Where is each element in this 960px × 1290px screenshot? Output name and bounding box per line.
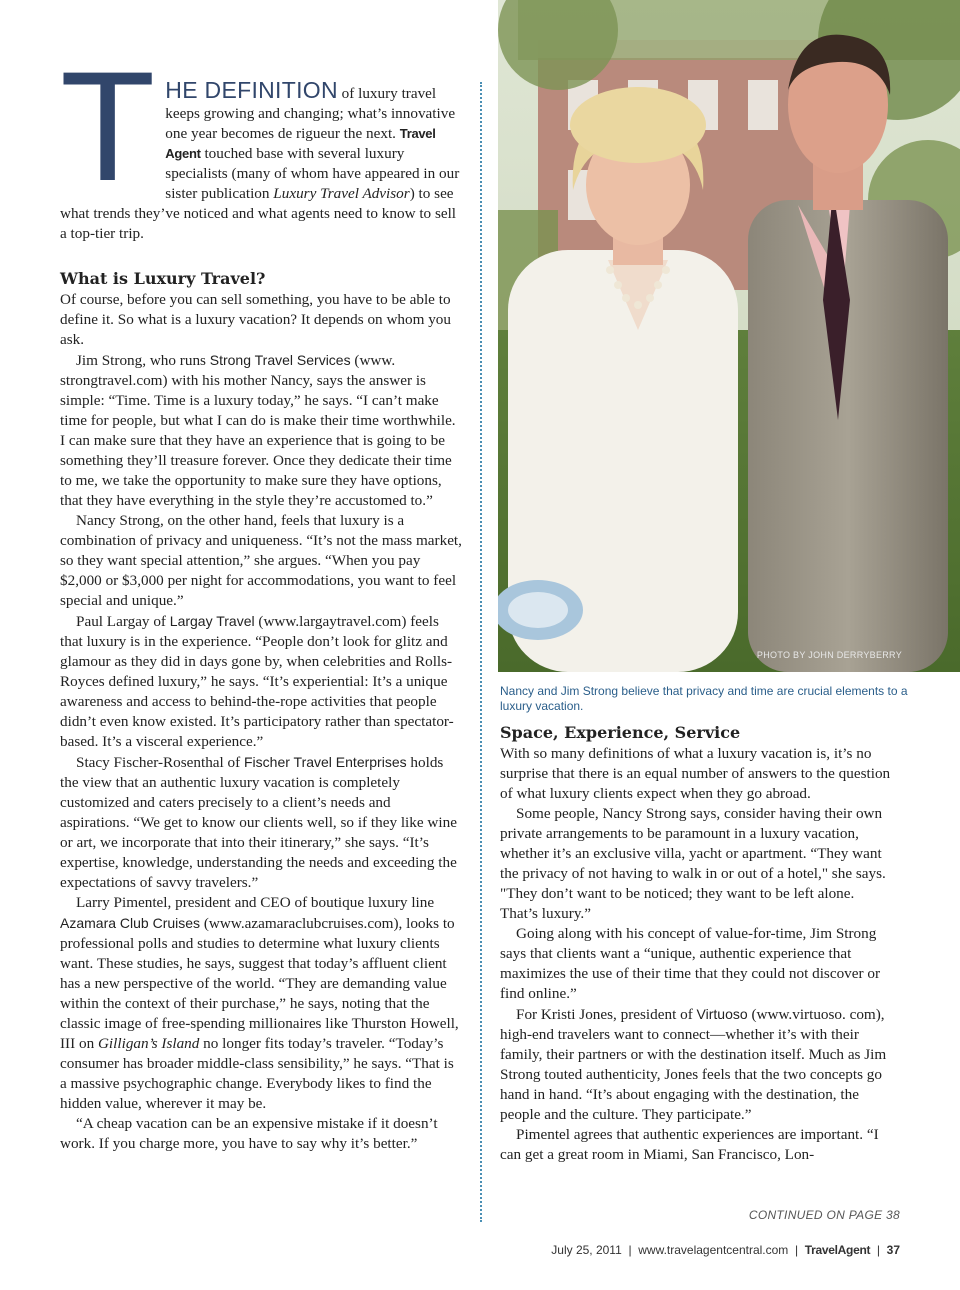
paragraph <box>60 350 462 511</box>
paragraph-text: (www.largaytravel.com) feels that luxury is in the experience. “People don’t look for glitz and glamour as they did in days gone by, when celebrities and Rolls-Royces defined luxury,” he says. “It’s experiential: It’s a unique awareness and access to behind-the-rope activities that people didn’t even know existed. It’s participatory rather than spectator-based. It’s a visceral experience.” <box>60 613 454 750</box>
paragraph: “A cheap vacation can be an expensive mistake if it doesn’t work. If you charge more, you have to say why it’s better.” <box>60 1115 438 1152</box>
paragraph-text: holds the view that an authentic luxury vacation is completely customized and caters precisely to a client’s needs and aspirations. “We get to know our clients well, so if they like wine or art, we incorporate that into their itinerary,” she says. “It’s expertise, knowledge, understanding the needs and exceeding the expectations of savvy travelers.” <box>60 754 457 891</box>
paragraph <box>500 1004 892 1125</box>
article-intro <box>60 40 462 244</box>
continued-note: CONTINUED ON PAGE 38 <box>748 1208 900 1222</box>
paragraph-text: (www. strongtravel.com) with his mother Nancy, says the answer is simple: “Time. Time is a luxury today,” he says. “I can’t make time for people, but what I can do is make their time worthwhile. I can make sure that they have an experience that is going to be something they’ll treasure forever. Once they dedicate their time to me, we take the opportunity to make sure they have options, that they have everything in the style they’re accustomed to.” <box>60 352 456 509</box>
paragraph: Going along with his concept of value-for-time, Jim Strong says that clients want a “unique, authentic experience that maximizes the use of their time that they could not discover or find online.” <box>500 925 881 1002</box>
paragraph-text: Larry Pimentel, president and CEO of boutique luxury line <box>76 894 435 911</box>
company-name: Strong Travel Services <box>209 352 351 368</box>
section-heading-space: Space, Experience, Service <box>500 723 741 742</box>
photo-credit: PHOTO BY JOHN DERRYBERRY <box>756 650 902 660</box>
paragraph <box>60 611 462 752</box>
right-column <box>500 722 892 1165</box>
company-name: Largay Travel <box>169 613 255 629</box>
lead-in-caps: HE DEFINITION <box>165 77 338 103</box>
footer-date: July 25, 2011 <box>551 1243 622 1257</box>
footer-separator: | <box>628 1243 632 1257</box>
paragraph: Of course, before you can sell something, you have to be able to define it. So what is a luxury vacation? It depends on whom you ask. <box>60 291 451 348</box>
page-number: 37 <box>886 1243 900 1257</box>
intro-text-c: ) to see what trends they’ve noticed and what agents need to know to sell a top-tier trip. <box>60 185 457 242</box>
paragraph <box>60 752 462 893</box>
page-footer <box>551 1243 900 1257</box>
paragraph-text: (www.azamaraclubcruises.com), looks to professional polls and studies to determine what luxury clients want. These studies, he says, suggest that today’s affluent client has a new perspective of the world. “They are demanding value within the context of their purchase,” he says, noting that the classic image of free-spending millionaires like Thurston Howell, III on <box>60 915 459 1052</box>
footer-separator: | <box>876 1243 880 1257</box>
intro-publication: Luxury Travel Advisor <box>273 185 410 202</box>
portrait-photo <box>498 0 960 672</box>
paragraph: Some people, Nancy Strong says, consider having their own private arrangements to be paramount in a luxury vacation, whether it’s an exclusive villa, yacht or apartment. “They want the privacy of not having to walk in or out of a hotel," she says. "They don’t want to be noticed; they want to be left alone. That’s luxury.” <box>500 805 886 922</box>
paragraph <box>60 893 462 1114</box>
paragraph-text: For Kristi Jones, president of <box>516 1006 697 1023</box>
paragraph-text: Paul Largay of <box>76 613 170 630</box>
footer-brand: TravelAgent <box>804 1243 871 1257</box>
left-column <box>60 40 462 1154</box>
paragraph-text: (www.virtuoso. com), high-end travelers want to connect—whether it’s with their family, their partners or with the destination itself. Much as Jim Strong touted authenticity, Jones feels that the two concepts go hand in hand. “It’s about engaging with the destination, the people and the culture. They participate.” <box>500 1006 887 1123</box>
section-heading-luxury: What is Luxury Travel? <box>60 269 266 288</box>
intro-brand: Travel Agent <box>165 126 436 161</box>
paragraph-text: Jim Strong, who runs <box>76 352 210 369</box>
paragraph: With so many definitions of what a luxury vacation is, it’s no surprise that there is an equal number of answers to the question of what luxury clients expect when they go abroad. <box>500 745 891 802</box>
footer-site: www.travelagentcentral.com <box>638 1243 789 1257</box>
paragraph: Nancy Strong, on the other hand, feels that luxury is a combination of privacy and uniqueness. “It’s not the mass market, so they want special attention,” she argues. “When you pay $2,000 or $3,000 per night for accommodations, you want to feel special and unique.” <box>60 512 462 609</box>
paragraph-text: no longer fits today’s traveler. “Today’s consumer has broader middle-class sensibility,” he says. “That is a massive psychographic change. Everybody likes to find the hidden value, wherever it may be. <box>60 1035 454 1112</box>
drop-cap: T <box>60 40 156 214</box>
intro-text-b: touched base with several luxury specialists (many of whom have appeared in our sister publication <box>165 145 460 202</box>
paragraph: Pimentel agrees that authentic experiences are important. “I can get a great room in Miami, San Francisco, Lon- <box>500 1126 879 1163</box>
footer-separator: | <box>794 1243 799 1257</box>
column-divider <box>480 82 482 1222</box>
company-name: Fischer Travel Enterprises <box>244 754 407 770</box>
intro-text-a: of luxury travel keeps growing and changing; what’s innovative one year becomes de rigueur the next. <box>165 85 456 142</box>
company-name: Azamara Club Cruises <box>60 915 201 931</box>
paragraph-text: Stacy Fischer-Rosenthal of <box>76 754 244 771</box>
company-name: Virtuoso <box>696 1006 748 1022</box>
show-title: Gilligan’s Island <box>97 1035 200 1052</box>
photo-caption: Nancy and Jim Strong believe that privacy and time are crucial elements to a luxury vacation. <box>500 684 908 713</box>
